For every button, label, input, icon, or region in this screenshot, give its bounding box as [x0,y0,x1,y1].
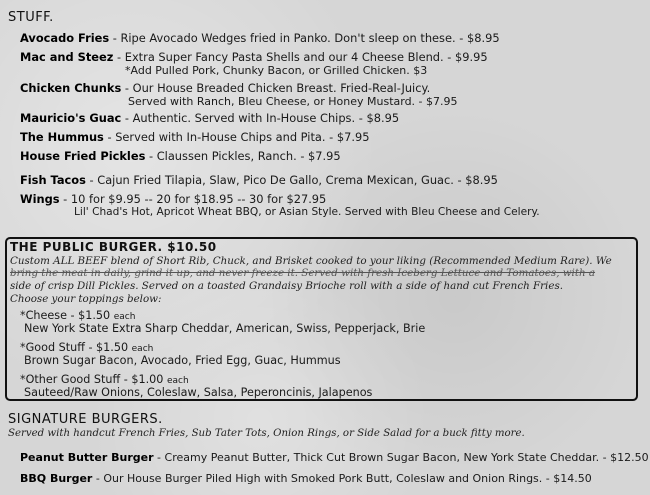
topping-options: Sauteed/Raw Onions, Coleslaw, Salsa, Peperoncinis, Jalapenos [24,386,373,399]
menu-item-wings [20,192,326,206]
item-desc: - Creamy Peanut Butter, Thick Cut Brown Sugar Bacon, New York State Cheddar. - $12.50 [153,451,649,464]
topping-each: each [113,312,136,322]
item-name: BBQ Burger [20,472,93,485]
item-name: The Hummus [20,130,104,144]
item-note: Lil' Chad's Hot, Apricot Wheat BBQ, or Asian Style. Served with Bleu Cheese and Celery. [74,206,540,218]
menu-item-mac-and-steez [20,50,488,64]
item-desc: - Cajun Fried Tilapia, Slaw, Pico De Gallo, Crema Mexican, Guac. - $8.95 [85,173,498,187]
item-note: *Add Pulled Pork, Chunky Bacon, or Grilled Chicken. $3 [125,64,428,77]
menu-item-mauricios-guac [20,111,399,125]
item-name: Mac and Steez [20,50,114,64]
item-desc: - Authentic. Served with In-House Chips. - $8.95 [121,111,400,125]
signature-subtitle: Served with handcut French Fries, Sub Tater Tots, Onion Rings, or Side Salad for a buck fitty more. [8,428,525,439]
menu-item-the-hummus [20,130,370,144]
item-name: House Fried Pickles [20,149,146,163]
public-burger-desc-line: Choose your toppings below: [10,293,162,305]
item-name: Peanut Butter Burger [20,451,154,464]
item-desc: - Our House Burger Piled High with Smoked Pork Butt, Coleslaw and Onion Rings. - $14.50 [92,472,592,485]
topping-cheese [20,309,135,322]
item-desc: - Ripe Avocado Wedges fried in Panko. Don't sleep on these. - $8.95 [109,31,500,45]
menu-item-peanut-butter-burger [20,451,649,464]
public-burger-desc-line: bring the meat in daily, grind it up, and never freeze it. Served with fresh Iceberg Lettuce and Tomatoes, with a [10,267,596,279]
menu-item-chicken-chunks [20,81,430,95]
item-desc: - Served with In-House Chips and Pita. - $7.95 [103,130,370,144]
menu-item-avocado-fries [20,31,500,45]
item-name: Mauricio's Guac [20,111,122,125]
item-name: Avocado Fries [20,31,110,45]
stuff-section-title: STUFF. [8,10,54,25]
topping-label: *Good Stuff - $1.50 [20,341,129,354]
topping-options: New York State Extra Sharp Cheddar, American, Swiss, Pepperjack, Brie [24,322,426,335]
menu-item-fish-tacos [20,173,498,187]
menu-item-bbq-burger [20,472,592,485]
public-burger-desc-line: Custom ALL BEEF blend of Short Rib, Chuck, and Brisket cooked to your liking (Recommended Medium Rare). We [10,255,612,267]
signature-section-title: SIGNATURE BURGERS. [8,412,163,427]
topping-each: each [131,344,154,354]
item-desc: - Extra Super Fancy Pasta Shells and our 4 Cheese Blend. - $9.95 [113,50,488,64]
item-desc: - Our House Breaded Chicken Breast. Fried-Real-Juicy. [121,81,431,95]
topping-label: *Cheese - $1.50 [20,309,111,322]
item-name: Wings [20,192,60,206]
public-burger-title: THE PUBLIC BURGER. $10.50 [10,240,217,254]
topping-label: *Other Good Stuff - $1.00 [20,373,164,386]
topping-other-good-stuff [20,373,189,386]
topping-each: each [166,376,189,386]
public-burger-desc-line: side of crisp Dill Pickles. Served on a toasted Grandaisy Brioche roll with a side of hand cut French Fries. [10,280,563,292]
item-name: Chicken Chunks [20,81,122,95]
menu-item-house-fried-pickles [20,149,341,163]
item-name: Fish Tacos [20,173,86,187]
topping-good-stuff [20,341,153,354]
item-note: Served with Ranch, Bleu Cheese, or Honey Mustard. - $7.95 [128,95,458,108]
item-desc: - 10 for $9.95 -- 20 for $18.95 -- 30 for $27.95 [59,192,327,206]
topping-options: Brown Sugar Bacon, Avocado, Fried Egg, Guac, Hummus [24,354,341,367]
item-desc: - Claussen Pickles, Ranch. - $7.95 [145,149,341,163]
